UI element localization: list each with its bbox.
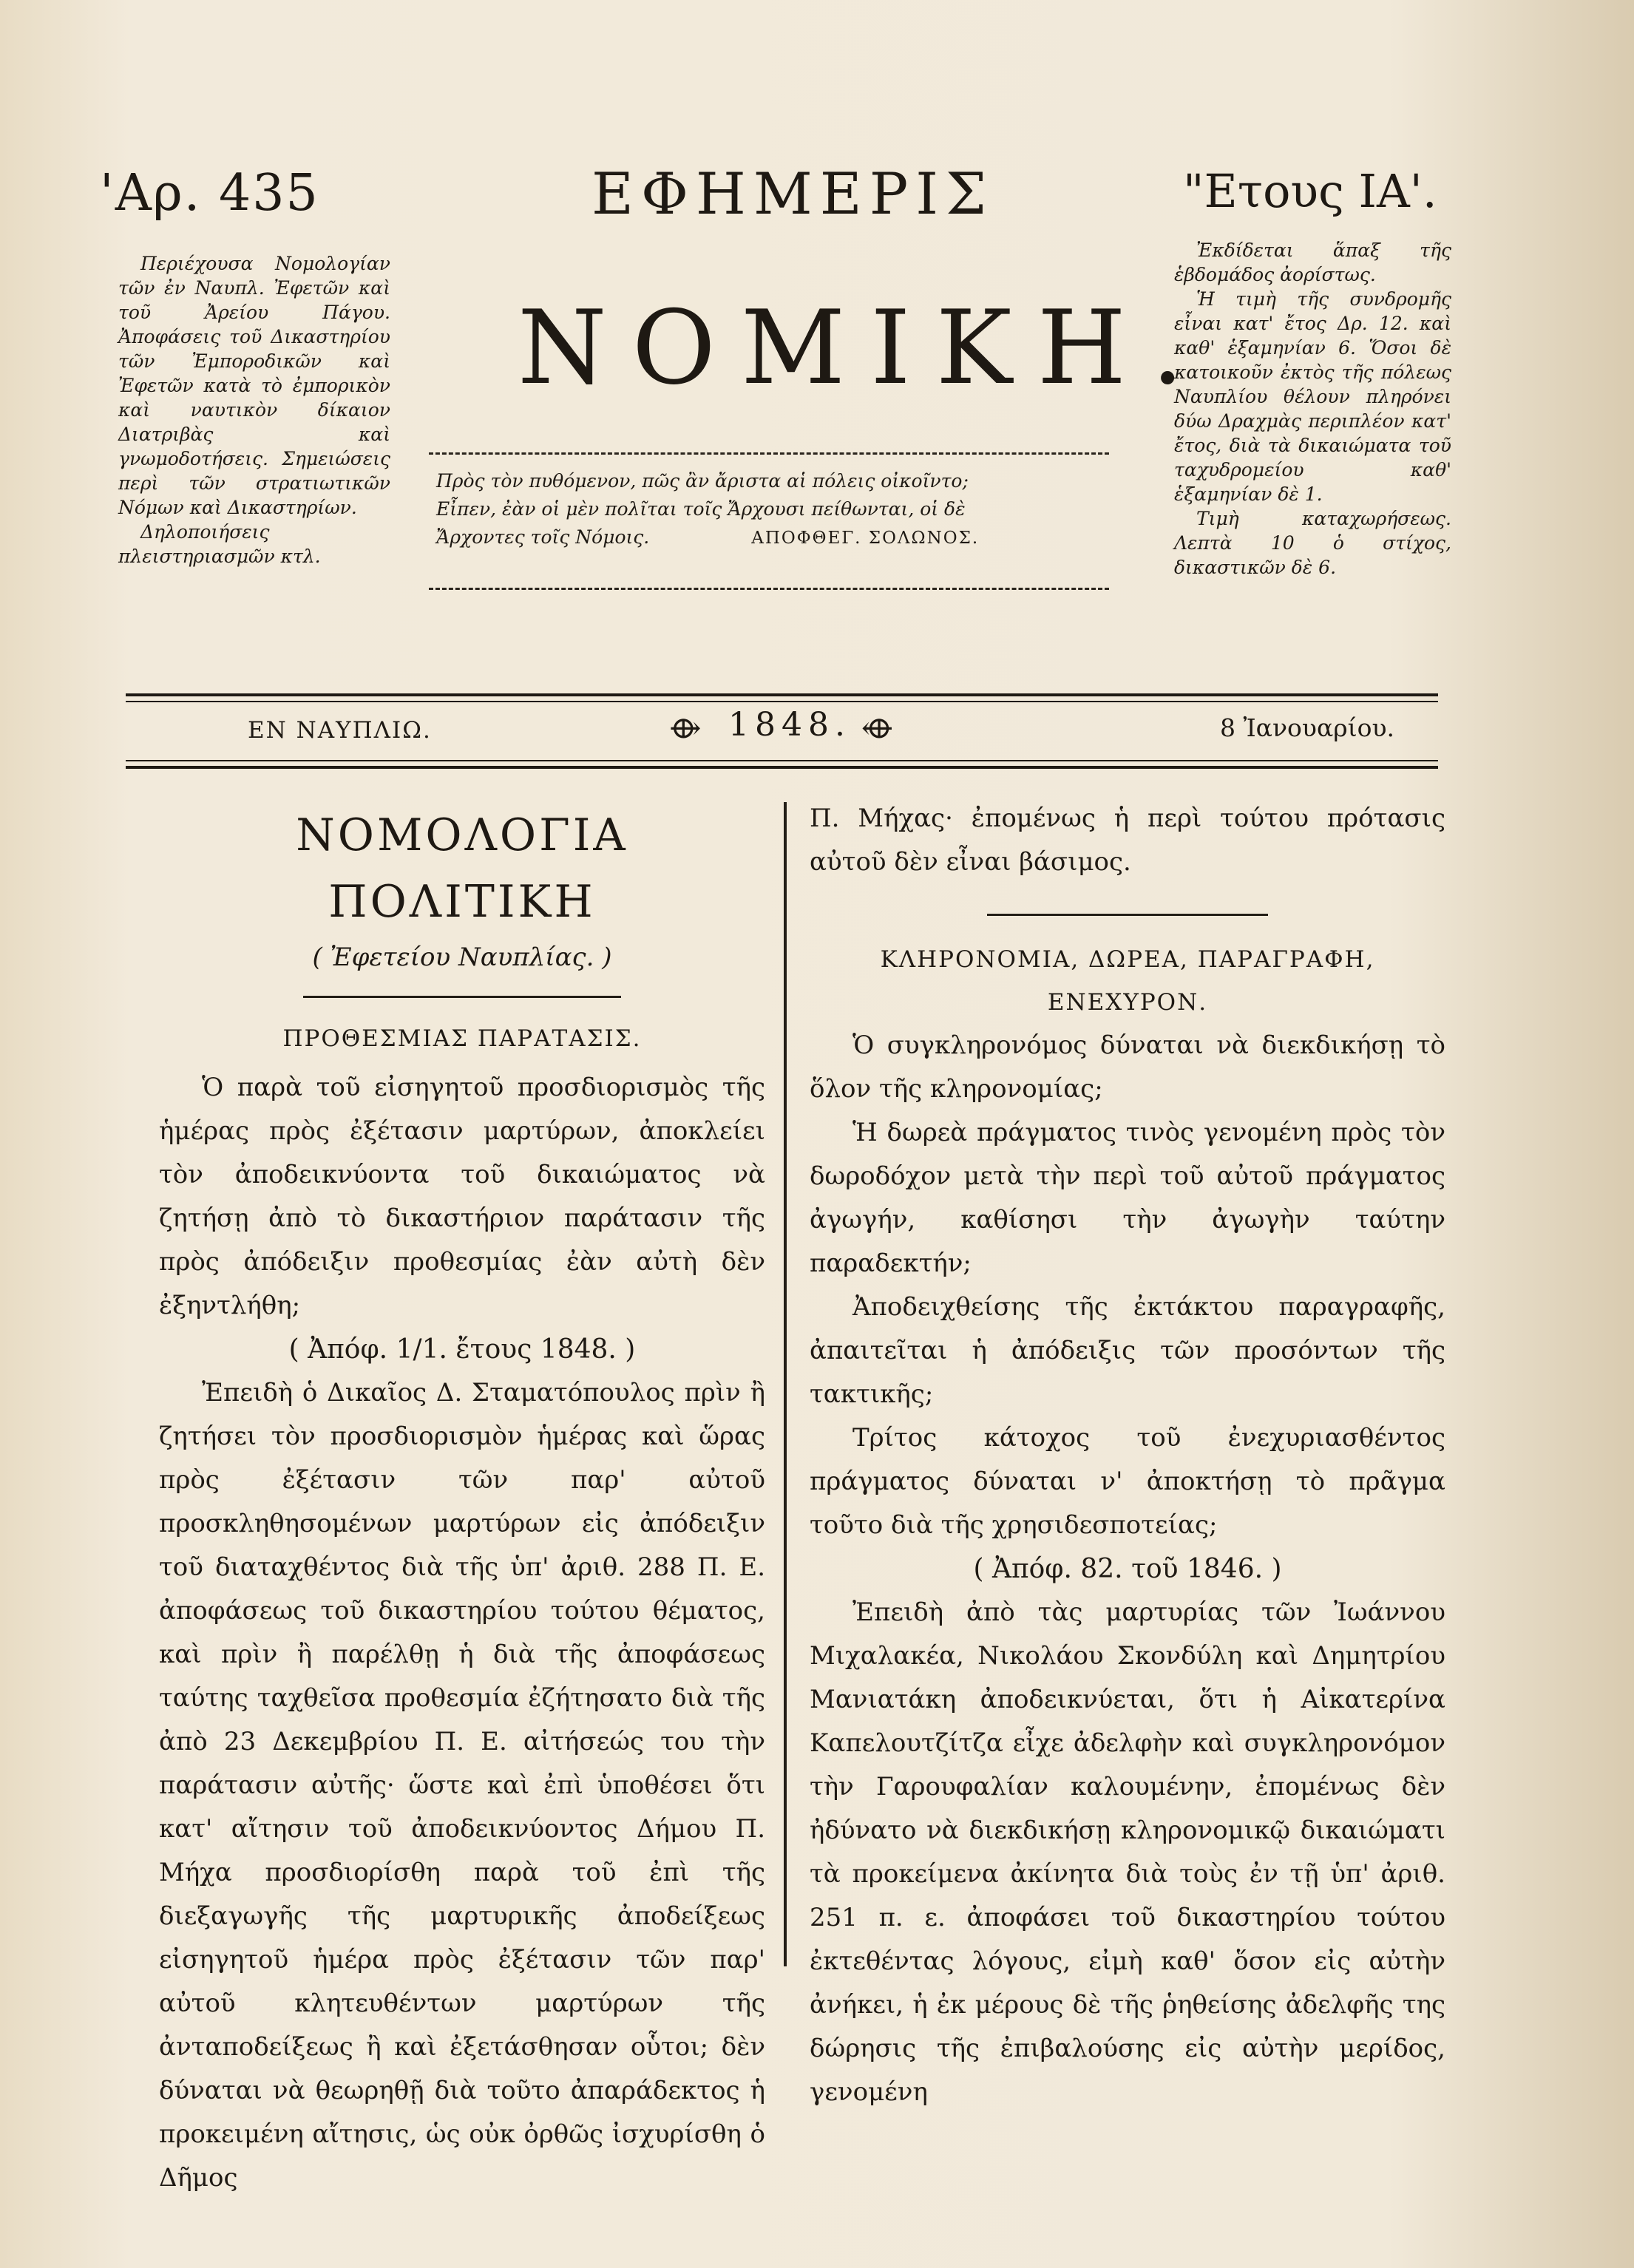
case2-body: Ἐπειδὴ ἀπὸ τὰς μαρτυρίας τῶν Ἰωάννου Μιχαλακέα, Νικολάου Σκονδύλη καὶ Δημητρίου Μανιατάκη ἀποδεικνύεται, ὅτι ἡ Αἰκατερίνα Καπελουτζίτζα εἶχε ἀδελφὴν καὶ συγκληρονόμον τὴν Γαρουφαλίαν καλουμένην, ἐπομένως δὲν ἠδύνατο νὰ διεκδικήσῃ κληρονομικῷ δικαιώματι τὰ προκείμενα ἀκίνητα διὰ τοὺς ἐν τῇ ὑπ' ἀριθ. 251 π. ε. ἀποφάσει τοῦ δικαστηρίου τούτου ἐκτεθέντας λόγους, εἰμὴ καθ' ὅσον εἰς αὐτὴν ἀνήκει, ἡ ἐκ μέρους δὲ τῆς ῥηθείσης ἀδελφῆς της δώρησις τῆς ἐπιβαλούσης εἰς αὐτὴν μερίδος, γενομένη bbox=[810, 1598, 1445, 2107]
case-body: Ἐπειδὴ ὁ Δικαῖος Δ. Σταματόπουλος πρὶν ἢ ζητήσει τὸν προσδιορισμὸν ἡμέρας καὶ ὥρας πρὸς ἐξέτασιν τῶν παρ' αὐτοῦ προσκληθησομένων μαρτύρων εἰς ἀπόδειξιν τοῦ διαταχθέντος διὰ τῆς ὑπ' ἀριθ. 288 Π. Ε. ἀποφάσεως τοῦ δικαστηρίου τούτου θέματος, καὶ πρὶν ἢ παρέλθῃ ἡ διὰ τῆς ἀποφάσεως ταύτης ταχθεῖσα προθεσμία ἐζήτησατο διὰ τῆς ἀπὸ 23 Δεκεμβρίου Π. Ε. αἰτήσεώς του τὴν παράτασιν αὐτῆς· ὥστε καὶ ἐπὶ ὑποθέσει ὅτι κατ' αἴτησιν τοῦ ἀποδεικνύοντος Δήμου Π. Μήχα προσδιορίσθη παρὰ τοῦ ἐπὶ τῆς διεξαγωγῆς τῆς μαρτυρικῆς ἀποδείξεως εἰσηγητοῦ ἡμέρα πρὸς ἐξέτασιν τῶν παρ' αὐτοῦ κλητευθέντων μαρτύρων τῆς ἀνταποδείξεως ἢ καὶ ἐξετάσθησαν οὗτοι; δὲν δύναται νὰ θεωρηθῇ διὰ τοῦτο ἀπαράδεκτος ἡ προκειμένη αἴτησις, ὡς οὐκ ὀρθῶς ἰσχυρίσθη ὁ Δῆμος bbox=[159, 1378, 765, 2193]
continuation-text: Π. Μήχας· ἐπομένως ἡ περὶ τούτου πρότασις αὐτοῦ δὲν εἶναι βάσιμος. bbox=[810, 804, 1445, 877]
court-subheading: ( Ἐφετείου Ναυπλίας. ) bbox=[312, 943, 612, 972]
case2-citation: ( Ἀπόφ. 82. τοῦ 1846. ) bbox=[973, 1554, 1282, 1584]
dateline-bottom-rule bbox=[126, 766, 1438, 769]
ornament-right-icon: ⟴ bbox=[861, 710, 894, 746]
motto-line-3: Ἄρχοντες τοῖς Νόμοις. bbox=[436, 526, 650, 548]
place-label: ΕΝ ΝΑΥΠΛΙΩ. bbox=[248, 717, 432, 744]
motto-top-rule bbox=[429, 452, 1109, 455]
case2-question-4: Τρίτος κάτοχος τοῦ ἐνεχυριασθέντος πράγματος δύναται ν' ἀποκτήσῃ τὸ πρᾶγμα τοῦτο διὰ τῆς χρησιδεσποτείας; bbox=[810, 1423, 1445, 1540]
subscription-text-1: Ἐκδίδεται ἅπαξ τῆς ἑβδομάδος ἀορίστως. bbox=[1174, 240, 1451, 285]
publication-year-label: "Ετους ΙΑ'. bbox=[1183, 164, 1437, 218]
case2-title-2: ΕΝΕΧΥΡΟΝ. bbox=[1047, 989, 1208, 1016]
column-divider bbox=[784, 802, 787, 1966]
dateline-top-rule bbox=[126, 693, 1438, 696]
issue-date: 8 Ἰανουαρίου. bbox=[1220, 713, 1394, 742]
contents-text-2: Δηλοποιήσεις πλειστηριασμῶν κτλ. bbox=[118, 521, 321, 567]
dateline-bottom-rule-thin bbox=[126, 760, 1438, 761]
subscription-box bbox=[1174, 238, 1451, 580]
motto bbox=[436, 467, 1102, 552]
subscription-text-2: Ἡ τιμὴ τῆς συνδρομῆς εἶναι κατ' ἔτος Δρ. 12. καὶ καθ' ἑξαμηνίαν 6. Ὅσοι δὲ κατοικοῦν ἐκτὸς τῆς πόλεως Ναυπλίου θέλουν πληρόνει δύω Δραχμὰς περιπλέον κατ' ἔτος, διὰ τὰ δικαιώματα τοῦ ταχυδρομείου καθ' ἑξαμηνίαν δὲ 1. bbox=[1174, 288, 1451, 505]
section-heading: ΝΟΜΟΛΟΓΙΑ ΠΟΛΙΤΙΚΗ bbox=[296, 809, 628, 928]
motto-line-3-wrap bbox=[436, 523, 1102, 552]
case2-question-1: Ὁ συγκληρονόμος δύναται νὰ διεκδικήσῃ τὸ ὅλον τῆς κληρονομίας; bbox=[810, 1031, 1445, 1104]
issue-number: 'Αρ. 435 bbox=[100, 164, 319, 223]
motto-line-2: Εἶπεν, ἐὰν οἱ μὲν πολῖται τοῖς Ἄρχουσι πείθωνται, οἱ δὲ bbox=[436, 498, 966, 520]
ornament-left-icon: ⟴ bbox=[669, 710, 702, 746]
heading-rule bbox=[303, 996, 621, 998]
section-rule bbox=[987, 914, 1268, 916]
case-question: Ὁ παρὰ τοῦ εἰσηγητοῦ προσδιορισμὸς τῆς ἡμέρας πρὸς ἐξέτασιν μαρτύρων, ἀποκλείει τὸν ἀποδεικνύοντα τοῦ δικαιώματος νὰ ζητήσῃ ἀπὸ τὸ δικαστήριον παράτασιν τῆς πρὸς ἀπόδειξιν προθεσμίας ἐὰν αὐτὴ δὲν ἐξηντλήθη; bbox=[159, 1073, 765, 1320]
left-column bbox=[159, 802, 765, 2200]
contents-box bbox=[118, 251, 390, 568]
case2-question-2: Ἡ δωρεὰ πράγματος τινὸς γενομένη πρὸς τὸν δωροδόχον μετὰ τὴν περὶ τοῦ αὐτοῦ πράγματος ἀγωγήν, καθίσησι τὴν ἀγωγὴν ταύτην παραδεκτήν; bbox=[810, 1118, 1445, 1278]
motto-line-1: Πρὸς τὸν πυθόμενον, πῶς ἂν ἄριστα αἱ πόλεις οἰκοῖντο; bbox=[436, 470, 969, 492]
dateline-year: 1848. bbox=[728, 706, 851, 744]
right-column bbox=[810, 797, 1445, 2114]
case2-title: ΚΛΗΡΟΝΟΜΙΑ, ΔΩΡΕΑ, ΠΑΡΑΓΡΑΦΗ, bbox=[880, 946, 1375, 973]
masthead-title-small: ΕΦΗΜΕΡΙΣ bbox=[591, 161, 994, 228]
masthead-title: ΝΟΜΙΚΗ. bbox=[518, 288, 1210, 407]
motto-source: ΑΠΟΦΘΕΓ. ΣΟΛΩΝΟΣ. bbox=[751, 529, 980, 548]
motto-bottom-rule bbox=[429, 588, 1109, 590]
case-title: ΠΡΟΘΕΣΜΙΑΣ ΠΑΡΑΤΑΣΙΣ. bbox=[282, 1025, 642, 1052]
subscription-text-3: Τιμὴ καταχωρήσεως. Λεπτὰ 10 ὁ στίχος, δικαστικῶν δὲ 6. bbox=[1174, 508, 1451, 578]
dateline-top-rule-thin bbox=[126, 701, 1438, 702]
case2-question-3: Ἀποδειχθείσης τῆς ἐκτάκτου παραγραφῆς, ἀπαιτεῖται ἡ ἀπόδειξις τῶν προσόντων τῆς τακτικῆς; bbox=[810, 1292, 1445, 1409]
case-citation: ( Ἀπόφ. 1/1. ἔτους 1848. ) bbox=[288, 1334, 636, 1365]
contents-text: Περιέχουσα Νομολογίαν τῶν ἐν Ναυπλ. Ἐφετῶν καὶ τοῦ Ἀρείου Πάγου. Ἀποφάσεις τοῦ Δικαστηρίου τῶν Ἐμποροδικῶν καὶ Ἐφετῶν κατὰ τὸ ἐμπορικὸν καὶ ναυτικὸν δίκαιον Διατριβὰς καὶ γνωμοδοτήσεις. Σημειώσεις περὶ τῶν στρατιωτικῶν Νόμων καὶ Δικαστηρίων. bbox=[118, 253, 390, 518]
